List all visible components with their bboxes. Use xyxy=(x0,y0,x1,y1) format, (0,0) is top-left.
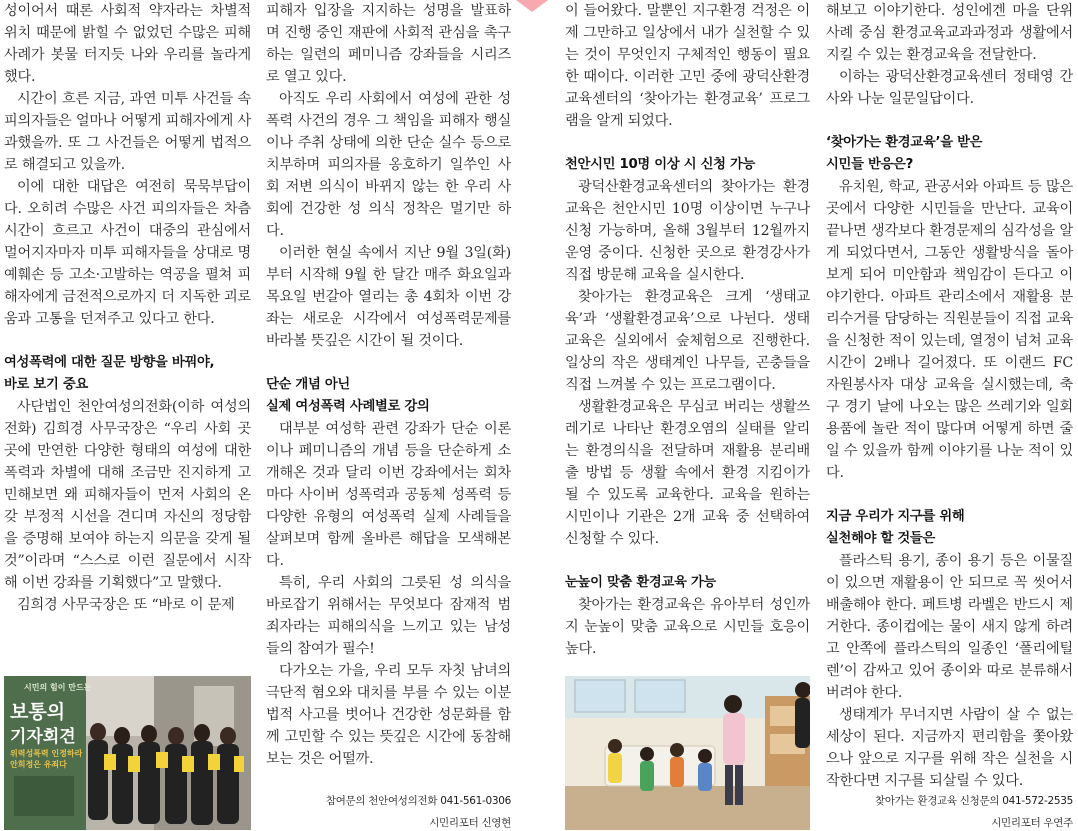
col1-paragraph-5: 김희경 사무국장은 또 “바로 이 문제 xyxy=(17,597,235,613)
col4-paragraph-4: 플라스틱 용기, 종이 용기 등은 이물질이 있으면 재활용이 안 되므로 꼭 씻어서 배출해야 한다. 페트병 라벨은 반드시 제거한다. 종이컵에는 물이 새지 않게 하려고 안쪽에 플라스틱의 일종인 ‘폴리에틸렌’이 감싸고 있어 종이와 따로 분류해서 버려야 한다. xyxy=(826,553,1073,701)
column-4 xyxy=(826,0,1073,792)
sign-main-text-1: 보통의 xyxy=(10,701,66,723)
column-2 xyxy=(266,0,511,770)
pink-triangle-decoration xyxy=(516,0,548,12)
col3-paragraph-1: 이 들어왔다. 말뿐인 지구환경 걱정은 이제 그만하고 일상에서 내가 실천할 수 있는 것이 무엇인지 구체적인 행동이 필요한 때이다. 이러한 고민 중에 광덕산환경교육센터의 ‘찾아가는 환경교육’ 프로그램을 알게 되었다. xyxy=(565,3,810,129)
sign-sub-text-2: 안희정은 유죄다 xyxy=(10,760,67,769)
col2-paragraph-6: 다가오는 가을, 우리 모두 자칫 남녀의 극단적 혐오와 대치를 부를 수 있는 이분법적 사고를 벗어나 건강한 성문화를 함께 고민할 수 있는 뜻깊은 시간에 동참해보는 것은 어떨까. xyxy=(266,663,511,767)
col2-subheading: 단순 개념 아닌 실제 여성폭력 사례별로 강의 xyxy=(266,377,430,414)
col3-subheading-2: 눈높이 맞춤 환경교육 가능 xyxy=(565,575,716,590)
col3-paragraph-2: 광덕산환경교육센터의 찾아가는 환경교육은 천안시민 10명 이상이면 누구나 신청 가능하며, 올해 3월부터 12월까지 운영 중이다. 신청한 곳으로 환경강사가 직접 방문해 교육을 실시한다. xyxy=(565,179,810,283)
press-conference-photo xyxy=(4,676,251,830)
col1-paragraph-1: 성이어서 때론 사회적 약자라는 차별적 위치 때문에 밝힐 수 없었던 수많은 피해 사례가 봇물 터지듯 나와 우리를 놀라게 했다. xyxy=(4,3,251,85)
column-3 xyxy=(565,0,810,660)
sign-top-text: 시민의 힘이 만드는 xyxy=(24,683,92,692)
col4-subheading-2: 지금 우리가 지구를 위해 실천해야 할 것들은 xyxy=(826,509,965,546)
col4-paragraph-5: 생태계가 무너지면 사람이 살 수 없는 세상이 된다. 지금까지 편리함을 쫓아왔으나 앞으로 지구를 위해 작은 실천을 시작한다면 지구를 되살릴 수 있다. xyxy=(826,707,1073,789)
col2-paragraph-1: 피해자 입장을 지지하는 성명을 발표하며 진행 중인 재판에 사회적 관심을 촉구하는 일련의 페미니즘 강좌들을 시리즈로 열고 있다. xyxy=(266,3,511,85)
col3-paragraph-3: 찾아가는 환경교육은 크게 ‘생태교육’과 ‘생활환경교육’으로 나뉜다. 생태교육은 실외에서 숲체험으로 진행한다. 일상의 작은 생태계인 나무들, 곤충들을 직접 느껴볼 수 있는 프로그램이다. xyxy=(565,289,810,393)
col1-paragraph-3: 이에 대한 대답은 여전히 묵묵부답이다. 오히려 수많은 사건 피의자들은 차츰 시간이 흐르고 사건이 대중의 관심에서 멀어지자마자 미투 피해자들을 상대로 명예훼손 등 고소·고발하는 역공을 펼쳐 피해자에게 금전적으로까지 더 지독한 괴로움과 고통을 던져주고 있다고 한다. xyxy=(4,179,251,327)
col4-paragraph-1: 해보고 이야기한다. 성인에겐 마을 단위 사례 중심 환경교육교과과정과 생활에서 지킬 수 있는 환경교육을 전달한다. xyxy=(826,3,1073,63)
sign-sub-text-1: 위력성폭력 인정하라 xyxy=(10,749,83,758)
col3-subheading-1: 천안시민 10명 이상 시 신청 가능 xyxy=(565,157,756,172)
col2-contact-info: 참여문의 천안여성의전화 041-561-0306 xyxy=(325,795,511,807)
classroom-education-photo xyxy=(565,676,810,830)
col4-reporter-byline: 시민리포터 우연주 xyxy=(991,817,1073,829)
col2-reporter-byline: 시민리포터 신영현 xyxy=(429,817,511,829)
col4-paragraph-2: 이하는 광덕산환경교육센터 정태영 간사와 나눈 일문일답이다. xyxy=(826,69,1073,107)
col4-paragraph-3: 유치원, 학교, 관공서와 아파트 등 많은 곳에서 다양한 시민들을 만난다. 교육이 끝나면 생각보다 환경문제의 심각성을 알게 되었다면서, 그동안 생활방식을 돌아보게 되어 미안함과 책임감이 든다고 이야기한다. 아파트 관리소에서 재활용 분리수거를 담당하는 직원분들이 직접 교육을 신청한 적이 있는데, 열정이 넘쳐 교육시간이 2배나 길어졌다. 또 이랜드 FC 자원봉사자 대상 교육을 실시했는데, 축구 경기 날에 나오는 많은 쓰레기와 일회용품에 놀란 적이 많다며 어떻게 하면 줄일 수 있을까 함께 이야기를 나눈 적이 있다. xyxy=(826,179,1073,481)
col3-paragraph-5: 찾아가는 환경교육은 유아부터 성인까지 눈높이 맞춤 교육으로 시민들 호응이 높다. xyxy=(565,597,810,657)
col2-paragraph-5: 특히, 우리 사회의 그릇된 성 의식을 바로잡기 위해서는 무엇보다 잠재적 범죄자라는 피해의식을 느끼고 있는 남성들의 참여가 필수! xyxy=(266,575,511,657)
assistant xyxy=(795,682,810,748)
column-1 xyxy=(4,0,251,616)
col1-paragraph-2: 시간이 흐른 지금, 과연 미투 사건들 속 피의자들은 얼마나 어떻게 피해자에게 사과했을까. 또 그 사건들은 어떻게 법적으로 해결되고 있을까. xyxy=(4,91,251,173)
col4-subheading-1: ‘찾아가는 환경교육’을 받은 시민들 반응은? xyxy=(826,135,983,172)
col1-paragraph-4: 사단법인 천안여성의전화(이하 여성의전화) 김희경 사무국장은 “우리 사회 곳곳에 만연한 다양한 형태의 여성에 대한 폭력과 차별에 대해 조금만 진지하게 고민해보면 왜 피해자들이 먼저 사회의 온갖 부정적 시선을 견디며 자신의 정당함을 증명해 보여야 하는지 의문을 갖게 될 것”이라며 “스스로 이런 질문에서 시작해 이번 강좌를 기획했다”고 말했다. xyxy=(4,399,251,591)
col2-paragraph-4: 대부분 여성학 관련 강좌가 단순 이론이나 페미니즘의 개념 등을 단순하게 소개해온 것과 달리 이번 강좌에서는 회차마다 사이버 성폭력과 공동체 성폭력 등 다양한 유형의 여성폭력 실제 사례들을 살펴보며 함께 올바른 해답을 모색해본다. xyxy=(266,421,511,569)
col4-contact-info: 찾아가는 환경교육 신청문의 041-572-2535 xyxy=(874,795,1073,807)
col2-paragraph-3: 이러한 현실 속에서 지난 9월 3일(화)부터 시작해 9월 한 달간 매주 화요일과 목요일 번갈아 열리는 총 4회차 이번 강좌는 새로운 시각에서 여성폭력문제를 바라볼 뜻깊은 시간이 될 것이다. xyxy=(266,245,511,349)
sign-main-text-2: 기자회견 xyxy=(10,727,76,747)
col1-subheading: 여성폭력에 대한 질문 방향을 바꿔야, 바로 보기 중요 xyxy=(4,355,215,392)
col3-paragraph-4: 생활환경교육은 무심코 버리는 생활쓰레기로 나타난 환경오염의 실태를 알리는 환경의식을 전달하며 재활용 분리배출 방법 등 생활 속에서 환경 지킴이가 될 수 있도록 교육한다. 교육을 원하는 시민이나 기관은 2개 교육 중 선택하여 신청할 수 있다. xyxy=(565,399,810,547)
col2-paragraph-2: 아직도 우리 사회에서 여성에 관한 성폭력 사건의 경우 그 책임을 피해자 행실이나 주취 상태에 의한 단순 실수 등으로 치부하며 피의자를 옹호하기 일쑤인 사회 저변 의식이 바뀌지 않는 한 우리 사회에 건강한 성 의식 정착은 멀기만 하다. xyxy=(266,91,511,239)
